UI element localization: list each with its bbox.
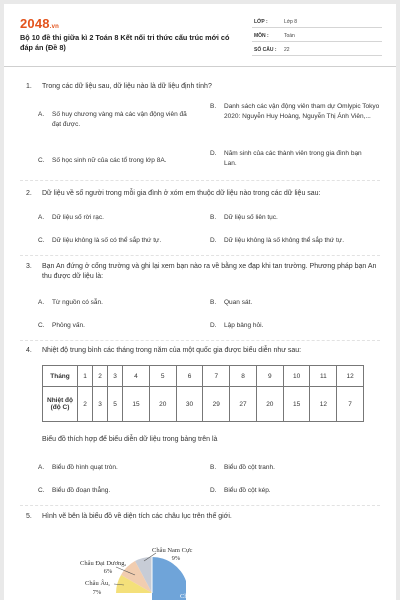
table-cell: 27 [230, 387, 257, 422]
table-cell: 7 [337, 387, 364, 422]
table-header-temperature: Nhiệt độ (độ C) [43, 387, 78, 422]
document-title: Bộ 10 đề thi giữa kì 2 Toán 8 Kết nối tri thức cấu trúc mới có đáp án (Đề 8) [20, 33, 230, 52]
divider [20, 505, 380, 506]
table-cell: 2 [78, 387, 93, 422]
pie-value-oceania: 6% [103, 568, 113, 575]
table-cell: 3 [108, 366, 123, 387]
temperature-table [42, 365, 364, 422]
meta-count-row: SỐ CÂU : 22 [252, 45, 382, 56]
continent-area-pie-chart [64, 539, 264, 600]
table-cell: 15 [283, 387, 310, 422]
document-header [4, 4, 396, 67]
table-cell: 11 [310, 366, 337, 387]
site-logo[interactable]: 2048.vn [20, 16, 60, 31]
table-cell: 10 [283, 366, 310, 387]
pie-label-oceania: Châu Đại Dương, [80, 560, 127, 567]
table-cell: 20 [256, 387, 283, 422]
table-row [43, 387, 364, 422]
pie-label-europe: Châu Âu, [85, 580, 110, 587]
table-header-month: Tháng [43, 366, 78, 387]
table-cell: 2 [93, 366, 108, 387]
divider [20, 255, 380, 256]
table-row [43, 366, 364, 387]
meta-class-row: LỚP : Lớp 8 [252, 17, 382, 28]
table-cell: 5 [149, 366, 176, 387]
table-cell: 29 [203, 387, 230, 422]
meta-subject-row: MÔN : Toán [252, 31, 382, 42]
table-cell: 12 [337, 366, 364, 387]
pie-value-europe: 7% [92, 589, 102, 596]
table-cell: 30 [176, 387, 203, 422]
table-cell: 7 [203, 366, 230, 387]
table-cell: 6 [176, 366, 203, 387]
table-cell: 4 [123, 366, 150, 387]
table-cell: 1 [78, 366, 93, 387]
divider [20, 340, 380, 341]
table-cell: 5 [108, 387, 123, 422]
table-cell: 9 [256, 366, 283, 387]
table-cell: 15 [123, 387, 150, 422]
table-cell: 3 [93, 387, 108, 422]
document-page: 2048.vn Bộ 10 đề thi giữa kì 2 Toán 8 Kết nối tri thức cấu trúc mới có đáp án (Đề 8) LỚP : Lớp 8 MÔN : Toán SỐ CÂU : 22 1. Trong các dữ liệu sau, dữ liệu nào là dữ liệu định tính? A. Số huy chương vàng mà các vận động viên đã đạt được. B. Danh sách các vận động viên tham dự Omlypic Tokyo 2020: Nguyễn Huy Hoàng, Nguyễn Thị Ánh Viên,... C. Số học sinh nữ của các tổ trong lớp 8A. D. Năm sinh của các thành viên trong gia đình bạn Lan. 2. Dữ liệu về số người trong mỗi gia đình ở xóm em thuộc dữ liệu nào trong các dữ liệu sau: A. Dữ liệu số rời rạc. B. Dữ liệu số liên tục. C. Dữ liệu không là số có thể sắp thứ tự. D. Dữ liệu không là số không thể sắp thứ tự. 3. Bạn An đứng ở cổng trường và ghi lại xem bạn nào ra về bằng xe đạp khi tan trường. Phương pháp bạn An thu được dữ liệu là: A. Từ nguồn có sẵn. B. Quan sát. C. Phỏng vấn. D. Lập bảng hỏi. 4. Nhiệt độ trung bình các tháng trong năm của một quốc gia được biểu diễn như sau: Tháng 1 2 3 4 5 6 7 8 9 10 11 12 Nhiệt độ (độ C) 2 3 5 15 20 30 29 27 20 15 12 7 Biểu đồ thích hợp để biểu diễn dữ liệu trong bảng trên là A. Biểu đồ hình quạt tròn. B. Biểu đồ cột tranh. C. Biểu đồ đoạn thẳng. D. Biểu đồ cột kép. 5. Hình vẽ bên là biểu đồ về diện tích các châu lục trên thế giới. Châu Nam Cực 9% Châu Đại Dương, 6% Châu Âu, 7% Châu Á [4, 4, 396, 600]
table-cell: 20 [149, 387, 176, 422]
table-cell: 8 [230, 366, 257, 387]
pie-label-asia: Châu Á [180, 593, 201, 600]
divider [20, 180, 380, 181]
table-cell: 12 [310, 387, 337, 422]
pie-label-antarctica: Châu Nam Cực [152, 547, 193, 554]
pie-value-antarctica: 9% [171, 555, 181, 562]
